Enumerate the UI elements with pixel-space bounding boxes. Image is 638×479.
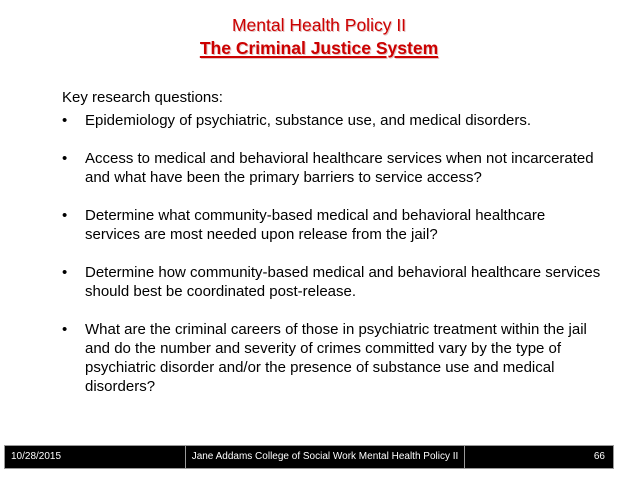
bullet-marker: •	[62, 150, 68, 167]
bullet-marker: •	[62, 112, 68, 129]
footer-page-number: 66	[593, 451, 605, 462]
bullet-text: What are the criminal careers of those in psychiatric treatment within the jail and do the number and severity of crimes committed vary by the type of psychiatric disorder and/or the presence of substance use and medical disorders?	[85, 321, 587, 395]
bullet-text: Epidemiology of psychiatric, substance use, and medical disorders.	[85, 112, 532, 129]
bullet-item	[62, 206, 602, 244]
footer-course-title: Jane Addams College of Social Work Mental Health Policy II	[185, 446, 465, 468]
bullet-text: Access to medical and behavioral healthcare services when not incarcerated and what have been the primary barriers to service access?	[85, 150, 594, 186]
intro-text: Key research questions:	[62, 89, 223, 106]
bullet-list	[62, 111, 602, 415]
footer-date: 10/28/2015	[11, 451, 62, 462]
slide-subtitle: The Criminal Justice System	[199, 38, 439, 58]
bullet-marker: •	[62, 321, 68, 338]
bullet-text: Determine how community-based medical and behavioral healthcare services should best be coordinated post-release.	[85, 264, 601, 300]
bullet-marker: •	[62, 207, 68, 224]
slide-title: Mental Health Policy II	[231, 15, 407, 35]
bullet-text: Determine what community-based medical and behavioral healthcare services are most needed upon release from the jail?	[85, 207, 546, 243]
bullet-marker: •	[62, 264, 68, 281]
bullet-item	[62, 149, 602, 187]
bullet-item	[62, 263, 602, 301]
slide-footer	[4, 445, 614, 469]
bullet-item	[62, 320, 602, 396]
bullet-item	[62, 111, 602, 130]
